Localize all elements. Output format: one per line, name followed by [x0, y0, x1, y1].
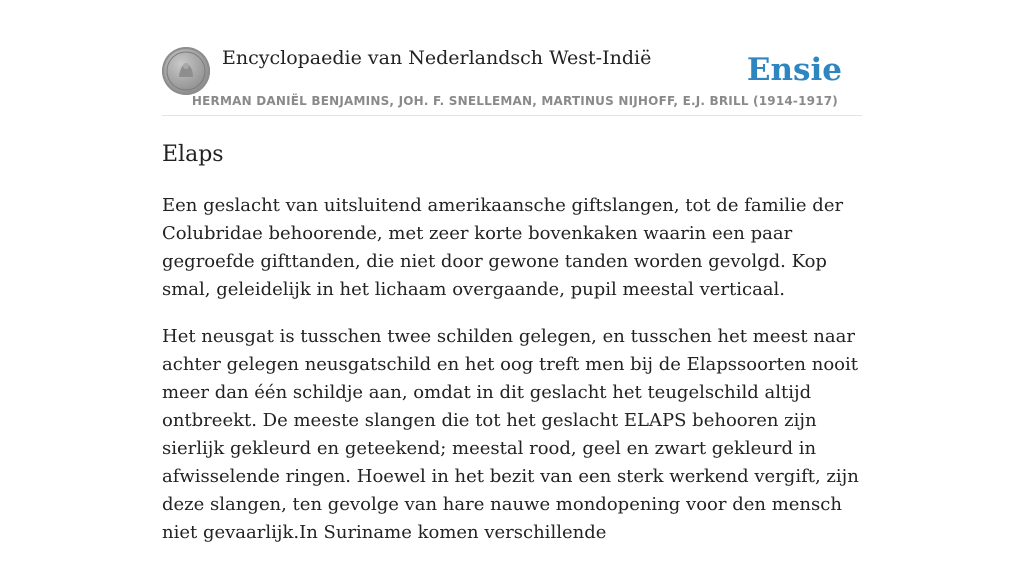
coin-icon[interactable]	[162, 47, 210, 95]
article-paragraph: Het neusgat is tusschen twee schilden gelegen, en tusschen het meest naar achter gelegen neusgatschild en het oog treft men bij de Elapssoorten nooit meer dan één schildje aan, omdat in dit geslacht het teugelschild altijd ontbreekt. De meeste slangen die tot het geslacht ELAPS behooren zijn sierlijk gekleurd en geteekend; meestal rood, geel en zwart gekleurd in afwisselende ringen. Hoewel in het bezit van een sterk werkend vergift, zijn deze slangen, ten gevolge van hare nauwe mondopening voor den mensch niet gevaarlijk.In Suriname komen verschillende	[162, 326, 859, 543]
source-title[interactable]: Encyclopaedie van Nederlandsch West-Indië	[222, 47, 652, 69]
article-page	[162, 0, 862, 543]
article-body	[162, 192, 862, 566]
page-title: Elaps	[162, 142, 224, 167]
brand-logo[interactable]: Ensie	[746, 52, 842, 88]
source-meta: HERMAN DANIËL BENJAMINS, JOH. F. SNELLEMAN, MARTINUS NIJHOFF, E.J. BRILL (1914-1917)	[191, 94, 838, 108]
source-header	[162, 0, 862, 116]
article-paragraph: Een geslacht van uitsluitend amerikaansche giftslangen, tot de familie der Colubridae behoorende, met zeer korte bovenkaken waarin een paar gegroefde gifttanden, die niet door gewone tanden worden gevolgd. Kop smal, geleidelijk in het lichaam overgaande, pupil meestal verticaal.	[162, 195, 844, 300]
